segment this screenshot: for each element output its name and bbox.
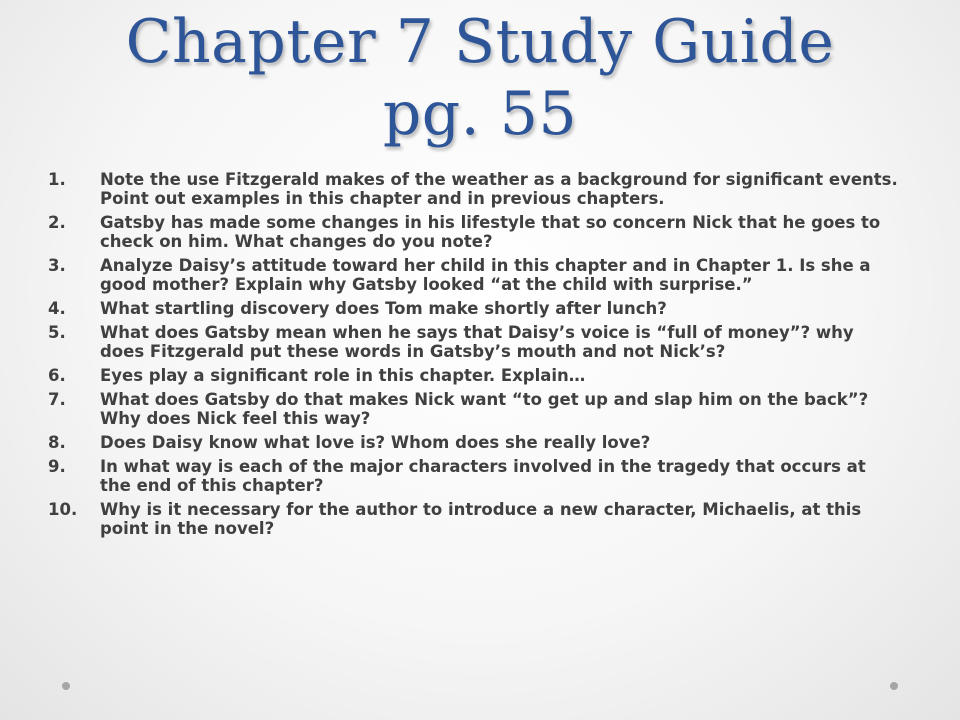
question-number: 1. [48,170,66,189]
question-text: Gatsby has made some changes in his lifestyle that so concern Nick that he goes to check on him. What changes do you note? [100,213,881,251]
question-number: 2. [48,213,66,232]
question-number: 4. [48,299,66,318]
question-text: Note the use Fitzgerald makes of the weather as a background for significant events. Point out examples in this chapter and in previous chapters. [100,170,898,208]
question-text: Does Daisy know what love is? Whom does she really love? [100,433,651,452]
title-line-2: pg. 55 [382,79,578,149]
question-number: 3. [48,256,66,275]
question-text: What does Gatsby mean when he says that Daisy’s voice is “full of money”? why does Fitzgerald put these words in Gatsby’s mouth and not Nick’s? [100,323,854,361]
question-number: 10. [48,500,78,519]
question-item [48,256,900,294]
question-text: Eyes play a significant role in this chapter. Explain… [100,366,586,385]
question-item [48,433,900,452]
question-text: Analyze Daisy’s attitude toward her child in this chapter and in Chapter 1. Is she a good mother? Explain why Gatsby looked “at the child with surprise.” [100,256,871,294]
decorative-dot-right [890,682,898,690]
question-number: 7. [48,390,66,409]
question-list [48,170,900,543]
question-text: What does Gatsby do that makes Nick want “to get up and slap him on the back”? Why does Nick feel this way? [100,390,869,428]
question-item [48,170,900,208]
question-item [48,500,900,538]
question-number: 5. [48,323,66,342]
decorative-dot-left [62,682,70,690]
question-item [48,457,900,495]
question-item [48,213,900,251]
question-item [48,366,900,385]
question-text: Why is it necessary for the author to introduce a new character, Michaelis, at this point in the novel? [100,500,862,538]
title-line-1: Chapter 7 Study Guide [125,7,835,77]
slide-title [0,6,960,150]
question-item [48,390,900,428]
question-item [48,323,900,361]
question-number: 9. [48,457,66,476]
question-text: In what way is each of the major characters involved in the tragedy that occurs at the end of this chapter? [100,457,866,495]
question-item [48,299,900,318]
question-text: What startling discovery does Tom make shortly after lunch? [100,299,667,318]
question-number: 6. [48,366,66,385]
question-number: 8. [48,433,66,452]
